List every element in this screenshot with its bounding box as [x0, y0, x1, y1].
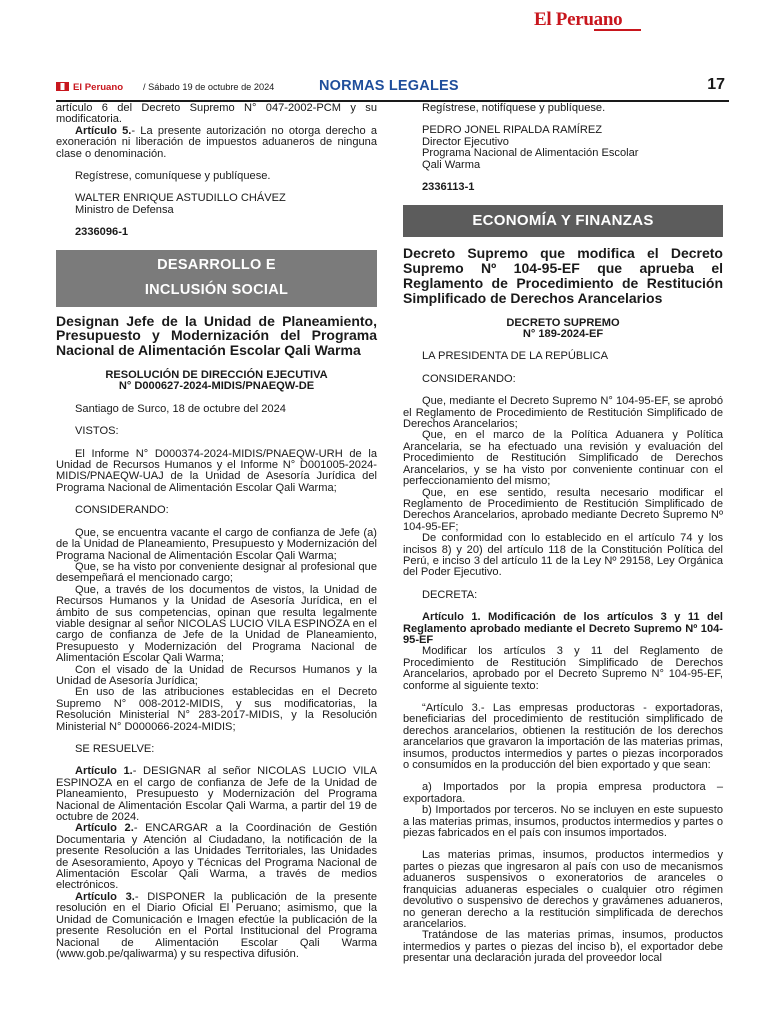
- article-label: Artículo 3.: [75, 890, 135, 903]
- article-2: [56, 823, 377, 891]
- paragraph: Que, a través de los documentos de vistos, la Unidad de Recursos Humanos y la Unidad de Asesoría Jurídica, en el ámbito de sus competencias, opinan que resulta legalmente viable designar al señor NICOLAS LUCIO VILA ESPINOZA en el cargo de confianza de Jefe de la Unidad de Planeamiento, Presupuesto y Modernización del Programa Nacional de Alimentación Escolar Qali Warma;: [56, 583, 377, 665]
- paragraph: El Informe N° D000374-2024-MIDIS/PNAEQW-URH de la Unidad de Recursos Humanos y el Informe N° D001005-2024-MIDIS/PNAEQW-UAJ de la Unidad de Asesoría Jurídica del Programa Nacional de Alimentación Escolar Qali Warma;: [56, 447, 377, 494]
- signer-name: PEDRO JONEL RIPALDA RAMÍREZ: [422, 124, 603, 137]
- article-title: Decreto Supremo que modifica el Decreto Supremo Nº 104-95-EF que aprueba el Reglamento de Procedimiento de Restitución Simplificado de Derechos Arancelarios: [403, 245, 723, 306]
- el-peruano-logo: [531, 8, 643, 34]
- section-banner-line1: DESARROLLO E: [157, 256, 276, 273]
- section-banner: [56, 250, 377, 307]
- signer-name: WALTER ENRIQUE ASTUDILLO CHÁVEZ: [75, 192, 286, 205]
- article-text: - ENCARGAR a la Coordinación de Gestión Documentaria y Atención al Ciudadano, la notificación de la presente Resolución a las Unidades Territoriales, las Unidades de Asesoramiento, Apoyo y Técnicas del Programa Nacional de Alimentación Escolar Qali Warma, a través de medios electrónicos.: [56, 822, 377, 892]
- signer-role: Programa Nacional de Alimentación Escolar: [422, 147, 639, 160]
- decree-title-1: DECRETO SUPREMO: [506, 316, 620, 329]
- paragraph: Que, en el marco de la Política Aduanera y Política Arancelaria, se ha efectuado una revisión y evaluación del Procedimiento de Restitución Simplificado de Derechos Arancelarios, y se ha visto por conveniente continuar con el perfeccionamiento del mismo;: [403, 429, 723, 488]
- left-column: [56, 103, 377, 960]
- section-banner: ECONOMÍA Y FINANZAS: [403, 205, 723, 237]
- resolution-title-2: N° D000627-2024-MIDIS/PNAEQW-DE: [118, 380, 315, 393]
- section-banner-line2: INCLUSIÓN SOCIAL: [144, 281, 289, 298]
- article-5: [56, 126, 377, 160]
- paragraph: Tratándose de las materias primas, insumos, productos intermedios y partes o piezas del inciso b), el exportador debe presentar una declaración jurada del proveedor local: [403, 929, 723, 965]
- signer-role: Qali Warma: [422, 158, 481, 171]
- list-item: b) Importados por terceros. No se incluyen en este supuesto a las materias primas, insumos, productos intermedios y partes o piezas fabricados en el país con insumos importados.: [403, 804, 724, 840]
- place-date: Santiago de Surco, 18 de octubre del 2024: [75, 402, 286, 415]
- decreta-heading: DECRETA:: [422, 588, 478, 601]
- quoted-article-3: “Artículo 3.- Las empresas productoras - exportadoras, beneficiarias del procedimiento de restitución simplificado de derechos arancelarios, obtienen la restitución de los derechos arancelarios que gravaron la importación de las materias primas, insumos, productos intermedios y partes o piezas incorporados o consumidos en la producción del bien exportado y que sean:: [403, 702, 723, 772]
- considerando-heading: CONSIDERANDO:: [75, 504, 169, 517]
- header-brand: [56, 82, 123, 93]
- closing-formula: Regístrese, notifíquese y publíquese.: [422, 102, 606, 114]
- closing-formula: Regístrese, comuníquese y publíquese.: [75, 170, 271, 183]
- article-text: - DISPONER la publicación de la presente resolución en el Diario Oficial El Peruano; asimismo, que la Unidad de Comunicación e Imagen efectúe la publicación de la presente Resolución en el Portal Institucional del Programa Nacional de Alimentación Escolar Qali Warma (www.gob.pe/qaliwarma) y su respectiva difusión.: [56, 890, 378, 960]
- article-title: Designan Jefe de la Unidad de Planeamiento, Presupuesto y Modernización del Programa Nacional de Alimentación Escolar Qali Warma: [56, 312, 377, 359]
- logo-text: El Peruano: [534, 9, 623, 30]
- resolution-title-1: RESOLUCIÓN DE DIRECCIÓN EJECUTIVA: [105, 369, 328, 382]
- page-header: [56, 72, 729, 102]
- se-resuelve-heading: SE RESUELVE:: [75, 743, 155, 756]
- presidenta-heading: LA PRESIDENTA DE LA REPÚBLICA: [422, 350, 608, 363]
- vistos-heading: VISTOS:: [75, 425, 119, 438]
- document-code: 2336096-1: [75, 226, 129, 239]
- article-label: Artículo 1.: [75, 765, 133, 778]
- header-section: NORMAS LEGALES: [319, 78, 459, 94]
- article-1-heading: Artículo 1. Modificación de los artículos 3 y 11 del Reglamento aprobado mediante el Decreto Supremo Nº 104-95-EF: [403, 611, 723, 646]
- right-column: [403, 103, 723, 965]
- considerando-heading: CONSIDERANDO:: [422, 372, 516, 385]
- header-date: / Sábado 19 de octubre de 2024: [143, 82, 275, 92]
- list-item: a) Importados por la propia empresa productora – exportadora.: [403, 781, 723, 805]
- header-brand-text: El Peruano: [73, 82, 124, 93]
- article-1: [56, 766, 377, 823]
- paragraph: Que, se encuentra vacante el cargo de confianza de Jefe (a) de la Unidad de Planeamiento, Presupuesto y Modernización del Programa Nacional de Alimentación Escolar Qali Warma;: [56, 526, 377, 562]
- paragraph: En uso de las atribuciones establecidas en el Decreto Supremo N° 008-2012-MIDIS, y sus modificatorias, la Resolución Ministerial N° 283-2017-MIDIS, y la Resolución Ministerial N° D000066-2024-MIDIS;: [56, 686, 377, 733]
- paragraph: Que, mediante el Decreto Supremo N° 104-95-EF, se aprobó el Reglamento de Procedimiento de Restitución Simplificado de Derechos Arancelarios;: [403, 395, 723, 431]
- page-number: 17: [707, 76, 725, 93]
- signer-role: Director Ejecutivo: [422, 135, 509, 148]
- article-label: Artículo 5.: [75, 124, 132, 137]
- document-code: 2336113-1: [422, 181, 475, 194]
- article-label: Artículo 2.: [75, 822, 134, 835]
- flag-icon: [56, 82, 69, 91]
- article-text: - DESIGNAR al señor NICOLAS LUCIO VILA ESPINOZA en el cargo de confianza de Jefe de la Unidad de Planeamiento, Presupuesto y Modernización del Programa Nacional de Alimentación Escolar Qali Warma, a partir del 19 de octubre de 2024.: [56, 765, 377, 824]
- paragraph: Modificar los artículos 3 y 11 del Reglamento de Procedimiento de Restitución Simplificado de Derechos Arancelarios, aprobado por el Decreto Supremo N° 104-95-EF, conforme al siguiente texto:: [403, 645, 723, 692]
- paragraph: Las materias primas, insumos, productos intermedios y partes o piezas que ingresaron al país con uso de mecanismos aduaneros suspensivos o exoneratorios de aranceles o franquicias aduaneras especiales o cualquier otro régimen devolutivo o suspensivo de derechos y gravámenes aduaneros, no generan derecho a la restitución simplificada de derechos arancelarios.: [403, 849, 723, 930]
- signer-role: Ministro de Defensa: [75, 203, 174, 216]
- article-3: [56, 892, 377, 960]
- paragraph: artículo 6 del Decreto Supremo N° 047-2002-PCM y su modificatoria.: [56, 102, 377, 126]
- decree-title-2: N° 189-2024-EF: [522, 328, 604, 341]
- paragraph: Con el visado de la Unidad de Recursos Humanos y la Unidad de Asesoría Jurídica;: [56, 663, 377, 687]
- paragraph: Que, en ese sentido, resulta necesario modificar el Reglamento de Procedimiento de Restitución Simplificado de Derechos Arancelarios, aprobado mediante Decreto Supremo Nº 104-95-EF;: [403, 486, 723, 533]
- paragraph: De conformidad con lo establecido en el artículo 74 y los incisos 8) y 20) del artículo 118 de la Constitución Política del Perú, e inciso 3 del artículo 11 de la Ley Nº 29158, Ley Orgánica del Poder Ejecutivo.: [403, 532, 723, 579]
- paragraph: Que, se ha visto por conveniente designar al profesional que desempeñará el mencionado cargo;: [56, 560, 377, 585]
- article-text: - La presente autorización no otorga derecho a exoneración ni liberación de impuestos aduaneros de ninguna clase o denominación.: [56, 124, 378, 160]
